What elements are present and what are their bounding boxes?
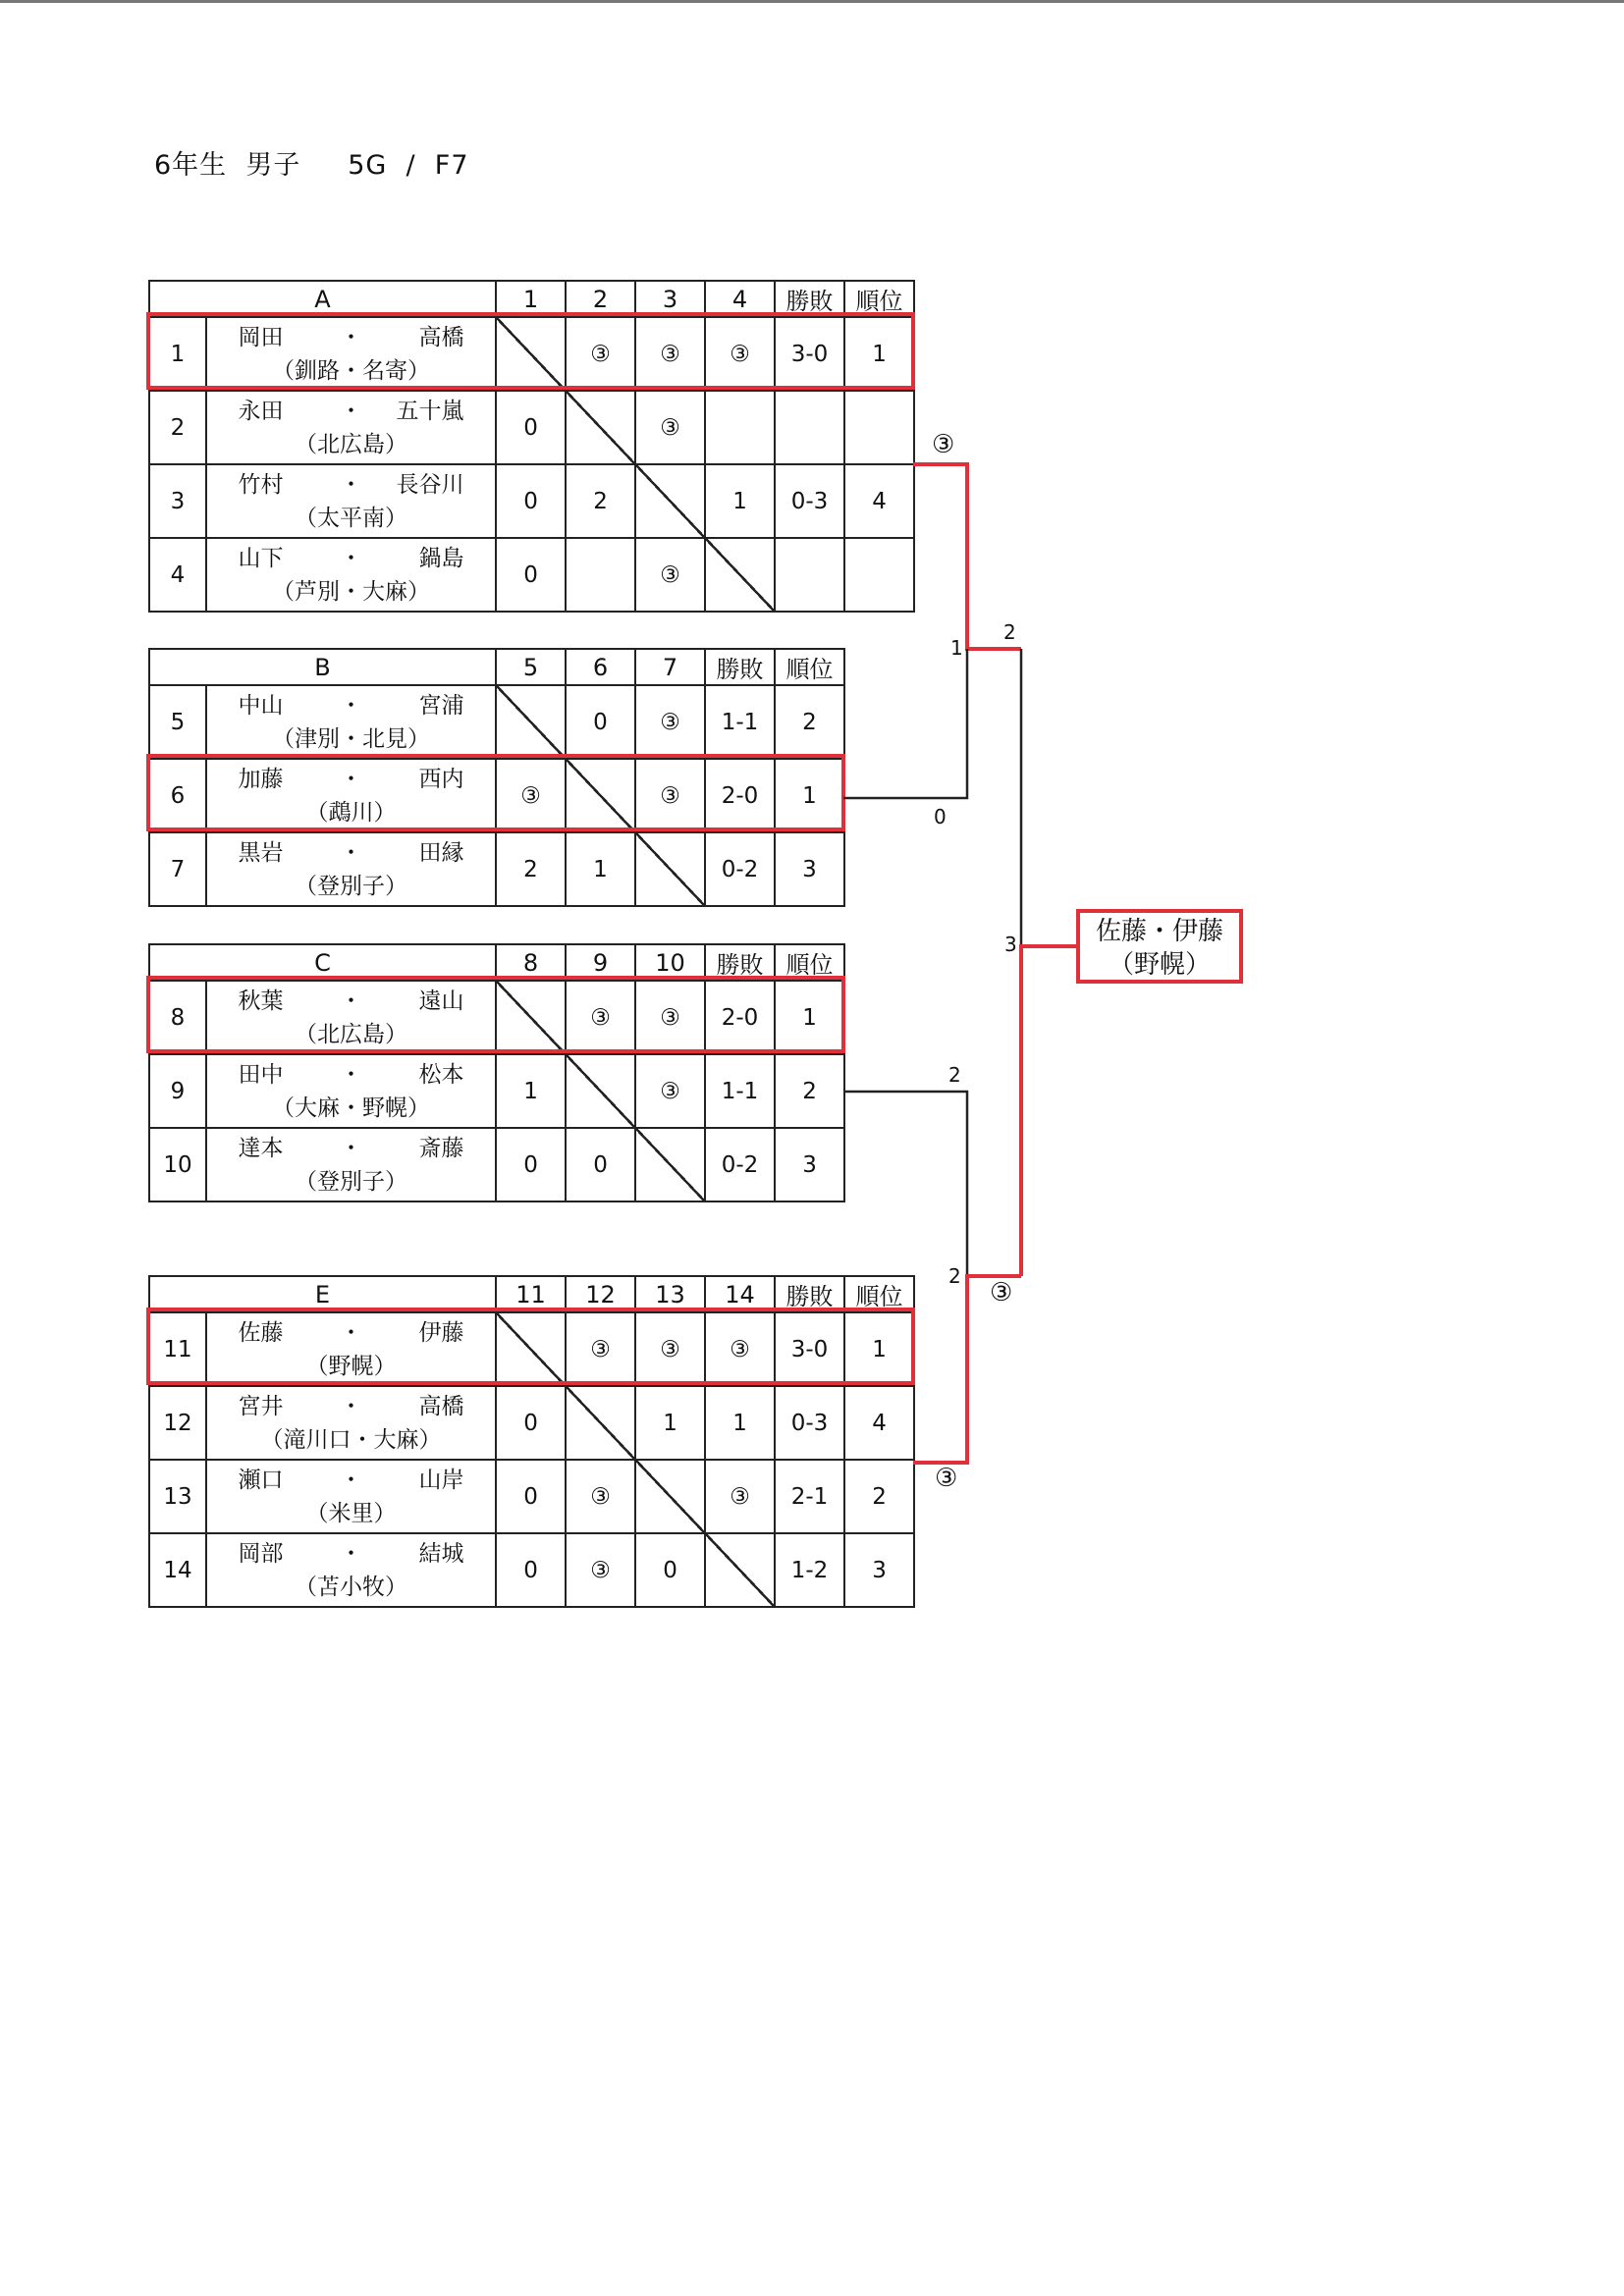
player-1: 岡部: [238, 1540, 284, 1567]
final-bottom-in-score: 2: [948, 1264, 961, 1288]
player-1: 宮井: [238, 1393, 284, 1419]
group-name: C: [149, 944, 496, 981]
match-result: 2: [566, 464, 635, 538]
match-result: 1: [496, 1054, 566, 1128]
name-separator: ・: [340, 1393, 362, 1419]
player-1: 加藤: [238, 766, 284, 792]
match-result: 0: [566, 685, 635, 759]
semi2-bottom-score: ③: [935, 1464, 958, 1493]
name-separator: ・: [340, 988, 362, 1014]
name-separator: ・: [340, 692, 362, 719]
club-name: （釧路・名寄）: [272, 357, 430, 384]
player-1: 黒岩: [238, 839, 284, 866]
match-result: 0: [496, 391, 566, 464]
win-loss: 2-0: [705, 759, 775, 832]
player-2: 山岸: [418, 1467, 464, 1493]
player-1: 竹村: [238, 471, 284, 498]
entry-number: 13: [149, 1460, 206, 1533]
column-header: 4: [705, 281, 775, 317]
win-loss: 0-3: [775, 464, 844, 538]
win-loss: 1-2: [775, 1533, 844, 1607]
column-header: 3: [635, 281, 705, 317]
entry-number: 7: [149, 832, 206, 906]
club-name: （芦別・大麻）: [272, 578, 430, 605]
player-1: 山下: [238, 545, 284, 571]
name-separator: ・: [340, 1319, 362, 1346]
player-1: 永田: [238, 398, 284, 424]
match-result: ③: [566, 981, 635, 1054]
rank: 1: [844, 1312, 914, 1386]
entry-number: 14: [149, 1533, 206, 1607]
player-2: 遠山: [418, 988, 464, 1014]
win-loss: 1-1: [705, 685, 775, 759]
club-name: （野幌）: [305, 1353, 397, 1379]
match-result: ③: [566, 317, 635, 391]
club-name: （北広島）: [295, 431, 407, 457]
player-1: 達本: [238, 1135, 284, 1161]
name-separator: ・: [340, 766, 362, 792]
entry-number: 9: [149, 1054, 206, 1128]
match-result: 2: [496, 832, 566, 906]
win-loss-header: 勝敗: [775, 1276, 844, 1312]
column-header: 9: [566, 944, 635, 981]
match-result: ③: [635, 685, 705, 759]
entry-number: 12: [149, 1386, 206, 1460]
player-1: 瀬口: [238, 1467, 284, 1493]
page-title: 6年生 男子 5G / F7: [154, 150, 469, 181]
club-name: （太平南）: [295, 505, 407, 531]
player-2: 斎藤: [418, 1135, 464, 1161]
win-loss: 0-3: [775, 1386, 844, 1460]
match-result: 0: [635, 1533, 705, 1607]
player-1: 中山: [238, 692, 284, 719]
win-loss-header: 勝敗: [775, 281, 844, 317]
club-name: （北広島）: [295, 1021, 407, 1047]
entry-number: 3: [149, 464, 206, 538]
rank: 4: [844, 1386, 914, 1460]
rank-header: 順位: [775, 649, 844, 685]
entry-number: 6: [149, 759, 206, 832]
name-separator: ・: [340, 471, 362, 498]
entry-number: 2: [149, 391, 206, 464]
club-name: （米里）: [305, 1500, 397, 1526]
win-loss: 0-2: [705, 832, 775, 906]
player-2: 西内: [418, 766, 464, 792]
match-result: ③: [566, 1533, 635, 1607]
player-1: 佐藤: [238, 1319, 284, 1346]
rank-header: 順位: [844, 281, 914, 317]
match-result: ③: [705, 1460, 775, 1533]
match-result: ③: [635, 981, 705, 1054]
player-2: 高橋: [418, 1393, 464, 1419]
column-header: 12: [566, 1276, 635, 1312]
champion-names: 佐藤・伊藤: [1095, 917, 1223, 946]
match-result: ③: [635, 759, 705, 832]
club-name: （大麻・野幌）: [272, 1095, 430, 1121]
rank: 2: [844, 1460, 914, 1533]
column-header: 11: [496, 1276, 566, 1312]
semifinal-1-loser-line: [843, 649, 967, 798]
player-2: 結城: [418, 1540, 464, 1567]
rank: 1: [775, 981, 844, 1054]
match-result: 1: [705, 1386, 775, 1460]
name-separator: ・: [340, 1467, 362, 1493]
player-2: 田縁: [418, 839, 464, 866]
final-top-out-score: 2: [1003, 620, 1016, 644]
column-header: 8: [496, 944, 566, 981]
match-result: 0: [566, 1128, 635, 1201]
rank: 3: [775, 1128, 844, 1201]
player-1: 田中: [238, 1061, 284, 1088]
entry-number: 10: [149, 1128, 206, 1201]
match-result: ③: [635, 317, 705, 391]
rank: 3: [844, 1533, 914, 1607]
match-result: 0: [496, 538, 566, 612]
match-result: 0: [496, 1533, 566, 1607]
rank-header: 順位: [844, 1276, 914, 1312]
player-1: 秋葉: [238, 988, 284, 1014]
player-2: 松本: [418, 1061, 464, 1088]
win-loss: 2-0: [705, 981, 775, 1054]
match-result: ③: [496, 759, 566, 832]
win-loss-header: 勝敗: [705, 649, 775, 685]
entry-number: 1: [149, 317, 206, 391]
column-header: 2: [566, 281, 635, 317]
player-2: 五十嵐: [396, 398, 464, 424]
player-2: 長谷川: [396, 471, 464, 498]
semi1-bottom-score: 0: [934, 805, 947, 828]
name-separator: ・: [340, 1061, 362, 1088]
entry-number: 11: [149, 1312, 206, 1386]
match-result: 0: [496, 1128, 566, 1201]
entry-number: 5: [149, 685, 206, 759]
match-result: 1: [635, 1386, 705, 1460]
club-name: （登別子）: [295, 1168, 407, 1195]
club-name: （苫小牧）: [295, 1574, 407, 1600]
name-separator: ・: [340, 839, 362, 866]
semi1-top-score: ③: [932, 430, 955, 459]
match-result: ③: [566, 1312, 635, 1386]
rank: 4: [844, 464, 914, 538]
player-2: 高橋: [418, 324, 464, 350]
name-separator: ・: [340, 1540, 362, 1567]
rank: 2: [775, 1054, 844, 1128]
club-name: （滝川口・大麻）: [260, 1426, 442, 1453]
win-loss: 1-1: [705, 1054, 775, 1128]
match-result: ③: [705, 317, 775, 391]
column-header: 13: [635, 1276, 705, 1312]
match-result: 0: [496, 1386, 566, 1460]
champion-club: （野幌）: [1108, 950, 1211, 980]
name-separator: ・: [340, 1135, 362, 1161]
rank-header: 順位: [775, 944, 844, 981]
win-loss: 2-1: [775, 1460, 844, 1533]
club-name: （鵡川）: [305, 799, 397, 826]
club-name: （津別・北見）: [272, 725, 430, 752]
rank: 3: [775, 832, 844, 906]
player-1: 岡田: [238, 324, 284, 350]
club-name: （登別子）: [295, 873, 407, 899]
entry-number: 8: [149, 981, 206, 1054]
player-2: 伊藤: [418, 1319, 464, 1346]
semi2-top-score: 2: [948, 1063, 961, 1087]
match-result: 1: [705, 464, 775, 538]
match-result: 0: [496, 464, 566, 538]
column-header: 6: [566, 649, 635, 685]
name-separator: ・: [340, 398, 362, 424]
group-name: E: [149, 1276, 496, 1312]
group-name: B: [149, 649, 496, 685]
column-header: 14: [705, 1276, 775, 1312]
champion-box: [1076, 909, 1243, 984]
win-loss-header: 勝敗: [705, 944, 775, 981]
match-result: ③: [705, 1312, 775, 1386]
match-result: 0: [496, 1460, 566, 1533]
entry-number: 4: [149, 538, 206, 612]
match-result: 1: [566, 832, 635, 906]
name-separator: ・: [340, 545, 362, 571]
final-top-in-score: 1: [950, 636, 963, 660]
match-result: ③: [635, 391, 705, 464]
column-header: 7: [635, 649, 705, 685]
final-winner-line: [1021, 946, 1076, 1276]
group-name: A: [149, 281, 496, 317]
player-2: 宮浦: [418, 692, 464, 719]
win-loss: 3-0: [775, 317, 844, 391]
column-header: 1: [496, 281, 566, 317]
match-result: ③: [635, 1312, 705, 1386]
final-bottom-out-score: ③: [990, 1278, 1013, 1308]
win-loss: 0-2: [705, 1128, 775, 1201]
final-mid-score: 3: [1004, 933, 1017, 956]
match-result: ③: [635, 1054, 705, 1128]
match-result: ③: [566, 1460, 635, 1533]
rank: 2: [775, 685, 844, 759]
column-header: 10: [635, 944, 705, 981]
match-result: ③: [635, 538, 705, 612]
rank: 1: [775, 759, 844, 832]
player-2: 鍋島: [418, 545, 464, 571]
column-header: 5: [496, 649, 566, 685]
name-separator: ・: [340, 324, 362, 350]
rank: 1: [844, 317, 914, 391]
win-loss: 3-0: [775, 1312, 844, 1386]
